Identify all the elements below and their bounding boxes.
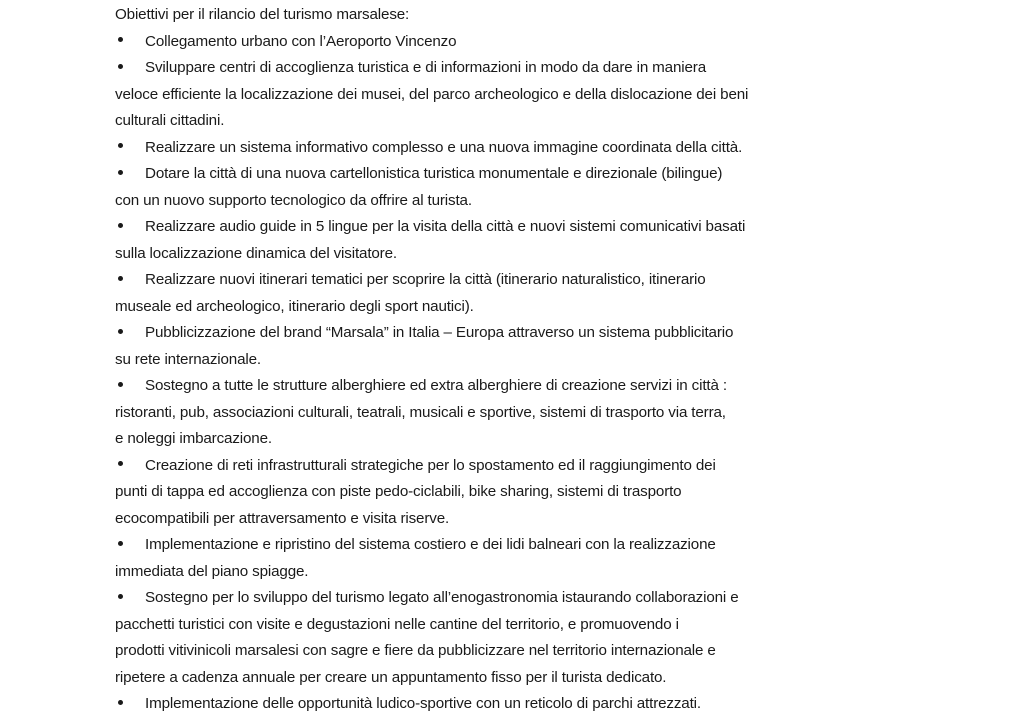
list-item-text: su rete internazionale. xyxy=(115,350,261,368)
list-item xyxy=(115,532,860,585)
bullet-icon xyxy=(115,55,145,82)
document-page xyxy=(115,2,860,718)
list-item-line xyxy=(115,426,860,453)
list-item-line xyxy=(115,347,860,374)
list-item xyxy=(115,453,860,533)
list-item-text: Dotare la città di una nuova cartellonistica turistica monumentale e direzionale (bilingue) xyxy=(145,165,723,182)
list-item-text: con un nuovo supporto tecnologico da offrire al turista. xyxy=(115,191,472,209)
list-item-line xyxy=(115,532,860,559)
bullet-icon xyxy=(115,161,145,188)
list-item-line xyxy=(115,665,860,692)
list-item-line xyxy=(115,373,860,400)
list-item-line xyxy=(115,320,860,347)
list-item xyxy=(115,214,860,267)
list-item-text: Realizzare un sistema informativo complesso e una nuova immagine coordinata della città. xyxy=(145,138,743,156)
list-item-line xyxy=(115,612,860,639)
list-item-line xyxy=(115,294,860,321)
list-item-text: Implementazione e ripristino del sistema costiero e dei lidi balneari con la realizzazione xyxy=(145,536,716,553)
list-item-line xyxy=(115,108,860,135)
list-item-line xyxy=(115,188,860,215)
list-item-line xyxy=(115,241,860,268)
list-item-line xyxy=(115,585,860,612)
list-item-line xyxy=(115,135,860,162)
bullet-icon xyxy=(115,453,145,480)
list-item xyxy=(115,267,860,320)
bullet-icon xyxy=(115,373,145,400)
list-item-text: sulla localizzazione dinamica del visitatore. xyxy=(115,244,397,262)
list-item-text: veloce efficiente la localizzazione dei musei, del parco archeologico e della dislocazione dei beni xyxy=(115,85,749,103)
bullet-icon xyxy=(115,214,145,241)
list-item-text: immediata del piano spiagge. xyxy=(115,562,309,580)
list-item xyxy=(115,29,860,56)
list-item-text: prodotti vitivinicoli marsalesi con sagre e fiere da pubblicizzare nel territorio internazionale e xyxy=(115,642,716,659)
list-item xyxy=(115,585,860,691)
document-heading: Obiettivi per il rilancio del turismo marsalese: xyxy=(115,6,410,23)
list-item-line xyxy=(115,55,860,82)
list-item xyxy=(115,55,860,135)
list-item-text: e noleggi imbarcazione. xyxy=(115,430,272,447)
list-item-text: Creazione di reti infrastrutturali strategiche per lo spostamento ed il raggiungimento dei xyxy=(145,456,716,474)
list-item-line xyxy=(115,82,860,109)
list-item-text: Implementazione delle opportunità ludico-sportive con un reticolo di parchi attrezzati. xyxy=(145,695,701,712)
list-item-line xyxy=(115,638,860,665)
list-item-text: Realizzare audio guide in 5 lingue per la visita della città e nuovi sistemi comunicativi basati xyxy=(145,218,746,235)
list-item-text: Pubblicizzazione del brand “Marsala” in Italia – Europa attraverso un sistema pubblicitario xyxy=(145,324,734,341)
list-item-text: Sostegno a tutte le strutture alberghiere ed extra alberghiere di creazione servizi in città : xyxy=(145,377,727,394)
list-item-line xyxy=(115,267,860,294)
list-item-text: pacchetti turistici con visite e degustazioni nelle cantine del territorio, e promuovendo i xyxy=(115,615,679,633)
bullet-icon xyxy=(115,267,145,294)
list-item-line xyxy=(115,29,860,56)
list-item-text: punti di tappa ed accoglienza con piste pedo-ciclabili, bike sharing, sistemi di trasporto xyxy=(115,483,682,500)
list-item-line xyxy=(115,161,860,188)
list-item-line xyxy=(115,400,860,427)
list-item-line xyxy=(115,453,860,480)
bullet-icon xyxy=(115,320,145,347)
bullet-icon xyxy=(115,135,145,162)
list-item-text: Sostegno per lo sviluppo del turismo legato all’enogastronomia istaurando collaborazioni e xyxy=(145,589,739,606)
list-item xyxy=(115,135,860,162)
bullet-icon xyxy=(115,585,145,612)
list-item-text: Realizzare nuovi itinerari tematici per scoprire la città (itinerario naturalistico, itinerario xyxy=(145,271,706,288)
list-item-line xyxy=(115,479,860,506)
list-item-line xyxy=(115,559,860,586)
list-item-text: Sviluppare centri di accoglienza turistica e di informazioni in modo da dare in maniera xyxy=(145,59,706,76)
list-item xyxy=(115,161,860,214)
bullet-icon xyxy=(115,29,145,56)
list-item xyxy=(115,691,860,718)
list-item-text: ecocompatibili per attraversamento e visita riserve. xyxy=(115,509,450,527)
list-item-text: ripetere a cadenza annuale per creare un appuntamento fisso per il turista dedicato. xyxy=(115,668,667,686)
list-item xyxy=(115,320,860,373)
list-item-line xyxy=(115,691,860,718)
list-item-line xyxy=(115,214,860,241)
list-item-line xyxy=(115,506,860,533)
list-item-text: Collegamento urbano con l’Aeroporto Vincenzo xyxy=(145,32,457,50)
list-item xyxy=(115,373,860,453)
bullet-icon xyxy=(115,691,145,718)
list-item-text: culturali cittadini. xyxy=(115,112,225,129)
objectives-list xyxy=(115,29,860,718)
bullet-icon xyxy=(115,532,145,559)
list-item-text: museale ed archeologico, itinerario degli sport nautici). xyxy=(115,297,474,315)
list-item-text: ristoranti, pub, associazioni culturali, teatrali, musicali e sportive, sistemi di trasporto via terra, xyxy=(115,403,726,421)
